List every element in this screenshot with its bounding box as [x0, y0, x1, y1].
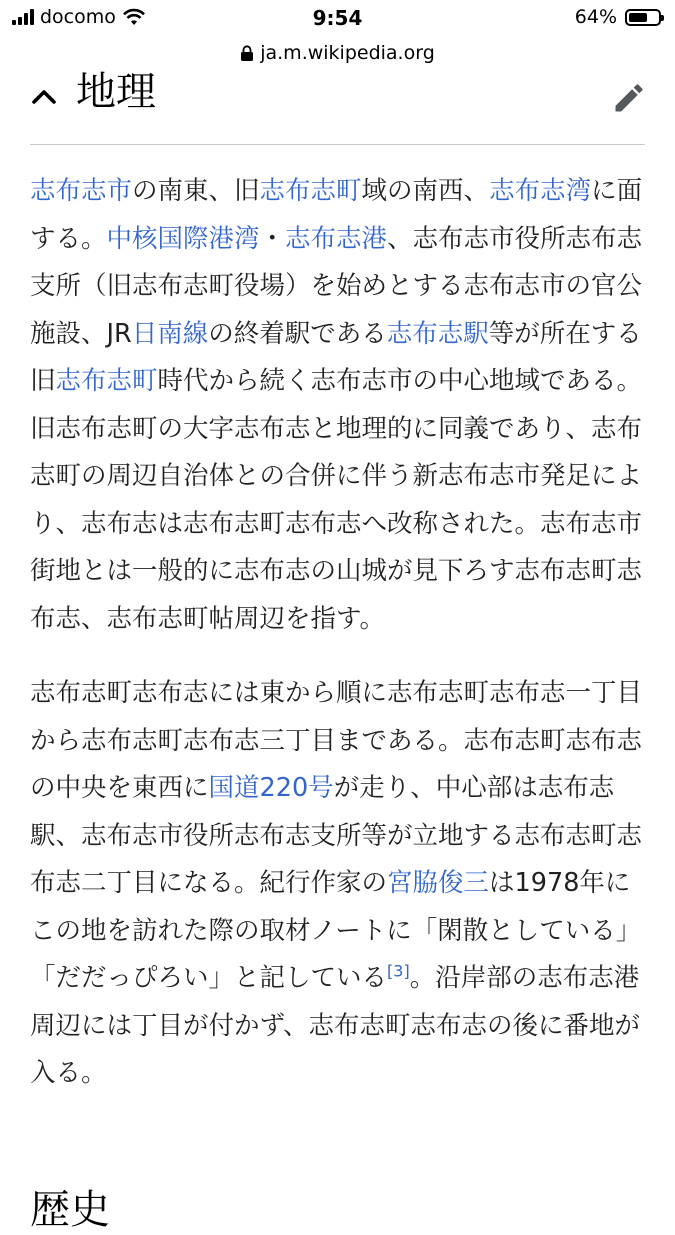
- paragraph: 志布志町志布志には東から順に志布志町志布志一丁目から志布志町志布志三丁目まである。志布志町志布志の中央を東西に国道220号が走り、中心部は志布志駅、志布志市役所志布志支所等が立地する志布志町志布志二丁目になる。紀行作家の宮脇俊三は1978年にこの地を訪れた際の取材ノートに「閑散としている」「だだっぴろい」と記している[3]。沿岸部の志布志港周辺には丁目が付かず、志布志町志布志の後に番地が入る。: [30, 678, 643, 1088]
- article-content: [30, 168, 650, 1098]
- chevron-up-icon[interactable]: [30, 82, 58, 110]
- section-title: 地理: [76, 69, 156, 115]
- next-section-title[interactable]: 歴史: [30, 1187, 110, 1233]
- wiki-link[interactable]: 日南線: [131, 318, 209, 349]
- wiki-link[interactable]: 国道220号: [208, 773, 334, 803]
- carrier-name: docomo: [40, 6, 116, 28]
- citation-sup: [387, 962, 410, 981]
- wiki-link[interactable]: 志布志港: [285, 223, 388, 254]
- battery-fill: [629, 13, 647, 22]
- url-bar[interactable]: [0, 36, 675, 70]
- status-bar: [0, 0, 675, 36]
- wiki-link[interactable]: 宮脇俊三: [387, 868, 490, 898]
- battery-percent: 64%: [574, 6, 617, 28]
- wiki-link[interactable]: 志布志市: [30, 176, 133, 206]
- wiki-link[interactable]: 志布志町: [259, 176, 362, 206]
- citation-link[interactable]: [3]: [387, 961, 410, 981]
- wiki-link[interactable]: 中核国際港湾: [106, 223, 260, 254]
- wiki-link[interactable]: 志布志駅: [386, 318, 489, 349]
- battery-group: [575, 6, 661, 28]
- clock: 9:54: [312, 6, 363, 30]
- wiki-link[interactable]: 志布志湾: [489, 176, 592, 206]
- url-domain: ja.m.wikipedia.org: [260, 42, 435, 64]
- section-heading[interactable]: [30, 70, 645, 145]
- lock-icon: [240, 45, 254, 61]
- paragraph: 志布志市の南東、旧志布志町域の南西、志布志湾に面する。中核国際港湾・志布志港、志布志市役所志布志支所（旧志布志町役場）を始めとする志布志市の官公施設、JR日南線の終着駅である志布志駅等が所在する旧志布志町時代から続く志布志市の中心地域である。旧志布志町の大字志布志と地理的に同義であり、志布志町の周辺自治体との合併に伴う新志布志市発足により、志布志は志布志町志布志へ改称された。志布志市街地とは一般的に志布志の山城が見下ろす志布志町志布志、志布志町帖周辺を指す。: [30, 176, 643, 634]
- battery-icon: [625, 9, 661, 26]
- pencil-icon[interactable]: [611, 80, 647, 116]
- wiki-link[interactable]: 志布志町: [55, 366, 158, 396]
